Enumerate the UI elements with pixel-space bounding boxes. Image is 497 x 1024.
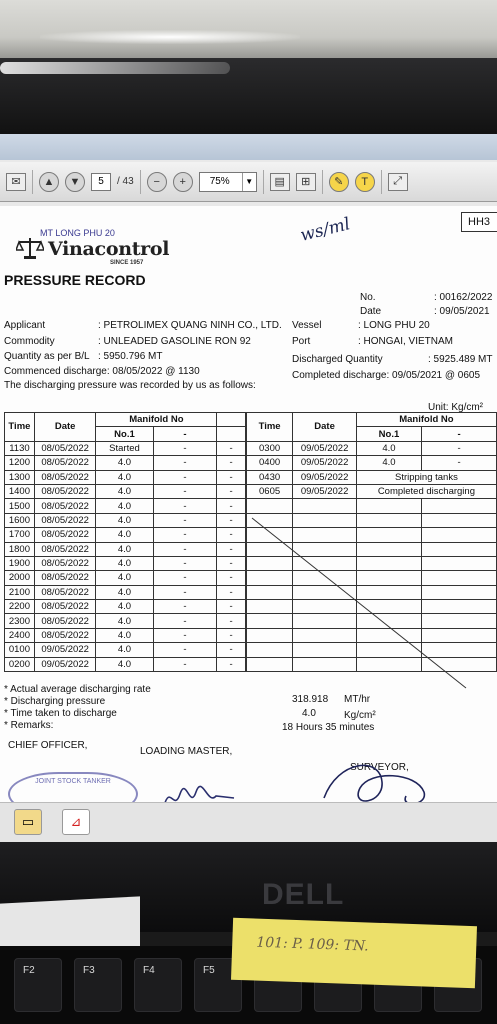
page-number-input[interactable]: 5 xyxy=(91,173,111,191)
table-cell: - xyxy=(153,571,217,585)
table-cell: 4.0 xyxy=(96,600,153,614)
table-cell: 0605 xyxy=(246,484,293,498)
table-cell: 0400 xyxy=(246,456,293,470)
table-cell: - xyxy=(153,441,217,455)
commenced-discharge: Commenced discharge: 08/05/2022 @ 1130 xyxy=(4,366,200,377)
table-row xyxy=(5,456,497,470)
table-cell: - xyxy=(217,585,246,599)
toolbar-separator xyxy=(381,170,382,194)
page-up-icon[interactable]: ▲ xyxy=(39,172,59,192)
vinacontrol-logo xyxy=(16,236,169,260)
table-cell: - xyxy=(217,484,246,498)
table-cell: - xyxy=(217,456,246,470)
table-cell: 08/05/2022 xyxy=(34,499,96,513)
stamp-text: JOINT STOCK TANKER xyxy=(35,778,111,785)
col-time-right: Time xyxy=(246,413,293,442)
pdf-icon[interactable]: ⊿ xyxy=(62,809,90,835)
time-taken-value: 18 Hours 35 minutes xyxy=(282,722,375,733)
table-cell: - xyxy=(153,484,217,498)
col-manifold-right: Manifold No xyxy=(356,413,496,427)
table-cell: 08/05/2022 xyxy=(34,585,96,599)
table-cell: 0430 xyxy=(246,470,293,484)
table-cell: 4.0 xyxy=(96,614,153,628)
table-cell: - xyxy=(153,456,217,470)
email-icon[interactable]: ✉ xyxy=(6,173,26,191)
zoom-select[interactable] xyxy=(199,172,257,192)
table-cell: 0200 xyxy=(5,657,35,671)
pressure-label: * Discharging pressure xyxy=(4,696,106,707)
toolbar-separator xyxy=(32,170,33,194)
pdf-toolbar xyxy=(0,162,497,202)
table-cell: 2200 xyxy=(5,600,35,614)
monitor-brand-logo: DELL xyxy=(262,878,345,911)
scale-icon xyxy=(16,236,44,260)
table-cell: - xyxy=(153,657,217,671)
page-title: PRESSURE RECORD xyxy=(4,272,146,288)
table-cell: - xyxy=(153,628,217,642)
table-cell: 09/05/2022 xyxy=(34,657,96,671)
table-cell: 1700 xyxy=(5,528,35,542)
pdf-page xyxy=(0,206,497,806)
key-f4[interactable]: F4 xyxy=(134,958,182,1012)
commodity-value: : UNLEADED GASOLINE RON 92 xyxy=(98,336,251,347)
intro-text: The discharging pressure was recorded by us as follows: xyxy=(4,380,256,391)
col-extra xyxy=(217,413,246,427)
table-cell: 1200 xyxy=(5,456,35,470)
table-cell: - xyxy=(217,628,246,642)
table-cell: - xyxy=(217,600,246,614)
chief-officer-label: CHIEF OFFICER, xyxy=(8,740,88,751)
table-cell: 09/05/2022 xyxy=(34,643,96,657)
no-value: : 00162/2022 xyxy=(434,292,493,303)
zoom-value: 75% xyxy=(209,176,230,187)
table-cell: 4.0 xyxy=(96,643,153,657)
key-f5[interactable]: F5 xyxy=(194,958,242,1012)
time-taken-label: * Time taken to discharge xyxy=(4,708,117,719)
page-total: / 43 xyxy=(117,176,134,187)
table-cell: Completed discharging xyxy=(356,484,496,498)
table-cell: 4.0 xyxy=(96,513,153,527)
table-cell: 09/05/2022 xyxy=(293,441,356,455)
table-cell: - xyxy=(422,441,497,455)
table-cell: - xyxy=(153,499,217,513)
surveyor-label: SURVEYOR, xyxy=(350,762,409,773)
handwritten-note: ws/ml xyxy=(298,214,353,246)
table-cell: 4.0 xyxy=(96,542,153,556)
col-dash: - xyxy=(153,427,217,441)
vessel-label: Vessel xyxy=(292,320,322,331)
col-manifold: Manifold No xyxy=(96,413,217,427)
completed-discharge: Completed discharge: 09/05/2021 @ 0605 xyxy=(292,370,481,381)
table-cell: 4.0 xyxy=(356,456,421,470)
table-cell: 08/05/2022 xyxy=(34,628,96,642)
unit-label: Unit: Kg/cm² xyxy=(428,402,484,413)
table-cell: 09/05/2022 xyxy=(293,470,356,484)
port-value: : HONGAI, VIETNAM xyxy=(358,336,454,347)
col-date: Date xyxy=(34,413,96,442)
vessel-value: : LONG PHU 20 xyxy=(358,320,430,331)
table-cell: 08/05/2022 xyxy=(34,542,96,556)
logo-text: Vinacontrol xyxy=(48,238,170,260)
table-cell: 08/05/2022 xyxy=(34,614,96,628)
table-cell: - xyxy=(153,542,217,556)
table-cell: 1400 xyxy=(5,484,35,498)
table-cell xyxy=(246,499,293,513)
table-cell: - xyxy=(217,513,246,527)
table-cell: 1300 xyxy=(5,470,35,484)
discharged-value: : 5925.489 MT xyxy=(428,354,493,365)
col-time: Time xyxy=(5,413,35,442)
table-cell: - xyxy=(217,657,246,671)
quantity-label: Quantity as per B/L xyxy=(4,351,90,362)
table-cell: 0300 xyxy=(246,441,293,455)
avg-rate-value: 318.918 xyxy=(292,694,329,705)
sticky-note-text: 101: P. 109: TN. xyxy=(256,934,369,955)
table-cell: 2400 xyxy=(5,628,35,642)
avg-rate-unit: MT/hr xyxy=(344,694,371,705)
toolbar-separator xyxy=(263,170,264,194)
table-cell: 4.0 xyxy=(96,556,153,570)
expand-icon[interactable]: ⤢ xyxy=(388,173,408,191)
no-label: No. xyxy=(360,292,376,303)
sign-icon[interactable]: T xyxy=(355,172,375,192)
comment-icon[interactable]: ✎ xyxy=(329,172,349,192)
logo-since: SINCE 1957 xyxy=(110,260,144,266)
taskbar xyxy=(0,802,497,842)
zoom-out-icon[interactable]: − xyxy=(147,172,167,192)
table-cell: 1130 xyxy=(5,441,35,455)
discharged-label: Discharged Quantity xyxy=(292,354,383,365)
folder-icon[interactable]: ▭ xyxy=(14,809,42,835)
table-cell: 4.0 xyxy=(96,456,153,470)
table-cell: - xyxy=(153,643,217,657)
table-cell: 09/05/2022 xyxy=(293,456,356,470)
applicant-label: Applicant xyxy=(4,320,46,331)
table-cell: 2300 xyxy=(5,614,35,628)
table-cell: - xyxy=(217,528,246,542)
table-cell xyxy=(422,499,497,513)
table-row xyxy=(5,470,497,484)
table-cell: 08/05/2022 xyxy=(34,513,96,527)
table-cell: 4.0 xyxy=(96,499,153,513)
table-cell: 09/05/2022 xyxy=(293,484,356,498)
table-row xyxy=(5,441,497,455)
sticky-note xyxy=(231,918,477,988)
table-cell: - xyxy=(153,513,217,527)
loading-master-label: LOADING MASTER, xyxy=(140,746,233,757)
table-cell xyxy=(356,499,421,513)
fit-page-icon[interactable]: ▤ xyxy=(270,173,290,191)
key-f2[interactable]: F2 xyxy=(14,958,62,1012)
table-cell: 4.0 xyxy=(96,585,153,599)
zoom-in-icon[interactable]: + xyxy=(173,172,193,192)
table-cell: 4.0 xyxy=(96,571,153,585)
applicant-value: : PETROLIMEX QUANG NINH CO., LTD. xyxy=(98,320,282,331)
table-cell xyxy=(293,499,356,513)
table-cell: Stripping tanks xyxy=(356,470,496,484)
commodity-label: Commodity xyxy=(4,336,55,347)
table-cell: 1600 xyxy=(5,513,35,527)
table-cell: - xyxy=(217,499,246,513)
table-cell: 08/05/2022 xyxy=(34,484,96,498)
table-cell: 4.0 xyxy=(96,470,153,484)
table-cell: 08/05/2022 xyxy=(34,470,96,484)
toolbar-separator xyxy=(140,170,141,194)
table-cell: 08/05/2022 xyxy=(34,556,96,570)
corner-tag: HH3 xyxy=(461,212,497,232)
col-no1-right: No.1 xyxy=(356,427,421,441)
table-cell: 1800 xyxy=(5,542,35,556)
table-row xyxy=(5,484,497,498)
table-cell: - xyxy=(153,585,217,599)
ceiling-light xyxy=(40,30,300,44)
table-cell: 08/05/2022 xyxy=(34,441,96,455)
stamp-vessel: MT LONG PHU 20 xyxy=(40,228,115,238)
table-cell: - xyxy=(217,542,246,556)
table-cell: - xyxy=(153,470,217,484)
table-cell: - xyxy=(153,528,217,542)
table-cell: 1900 xyxy=(5,556,35,570)
table-cell: - xyxy=(217,571,246,585)
monitor-screen xyxy=(0,134,497,842)
table-cell: - xyxy=(153,556,217,570)
table-cell: 08/05/2022 xyxy=(34,528,96,542)
table-cell: 2000 xyxy=(5,571,35,585)
date-label: Date xyxy=(360,306,382,317)
table-cell: - xyxy=(217,643,246,657)
toolbar-separator xyxy=(322,170,323,194)
pressure-value: 4.0 xyxy=(302,708,316,719)
col-dash-right: - xyxy=(422,427,497,441)
diagonal-strike-line xyxy=(240,516,497,696)
table-cell: - xyxy=(217,556,246,570)
window-title-strip xyxy=(0,134,497,160)
table-cell: 08/05/2022 xyxy=(34,456,96,470)
page-down-icon[interactable]: ▼ xyxy=(65,172,85,192)
chevron-down-icon[interactable]: ▼ xyxy=(242,173,256,191)
pressure-unit: Kg/cm² xyxy=(344,710,376,721)
table-cell: - xyxy=(217,470,246,484)
avg-rate-label: * Actual average discharging rate xyxy=(4,684,151,695)
table-cell: - xyxy=(217,441,246,455)
table-cell: 0100 xyxy=(5,643,35,657)
quantity-value: : 5950.796 MT xyxy=(98,351,163,362)
bezel-glare xyxy=(0,62,230,74)
table-cell: 08/05/2022 xyxy=(34,571,96,585)
col-blank xyxy=(217,427,246,441)
table-cell: 4.0 xyxy=(96,528,153,542)
col-date-right: Date xyxy=(293,413,356,442)
port-label: Port xyxy=(292,336,311,347)
date-value: : 09/05/2021 xyxy=(434,306,490,317)
table-cell: 4.0 xyxy=(96,628,153,642)
table-row xyxy=(5,499,497,513)
col-no1: No.1 xyxy=(96,427,153,441)
table-cell: 08/05/2022 xyxy=(34,600,96,614)
remarks-label: * Remarks: xyxy=(4,720,54,731)
table-cell: 2100 xyxy=(5,585,35,599)
table-cell: 4.0 xyxy=(356,441,421,455)
table-cell: - xyxy=(217,614,246,628)
key-f3[interactable]: F3 xyxy=(74,958,122,1012)
table-cell: 4.0 xyxy=(96,484,153,498)
table-cell: - xyxy=(422,456,497,470)
fit-width-icon[interactable]: ⊞ xyxy=(296,173,316,191)
table-cell: Started xyxy=(96,441,153,455)
table-cell: - xyxy=(153,600,217,614)
table-cell: 1500 xyxy=(5,499,35,513)
table-cell: 4.0 xyxy=(96,657,153,671)
table-cell: - xyxy=(153,614,217,628)
